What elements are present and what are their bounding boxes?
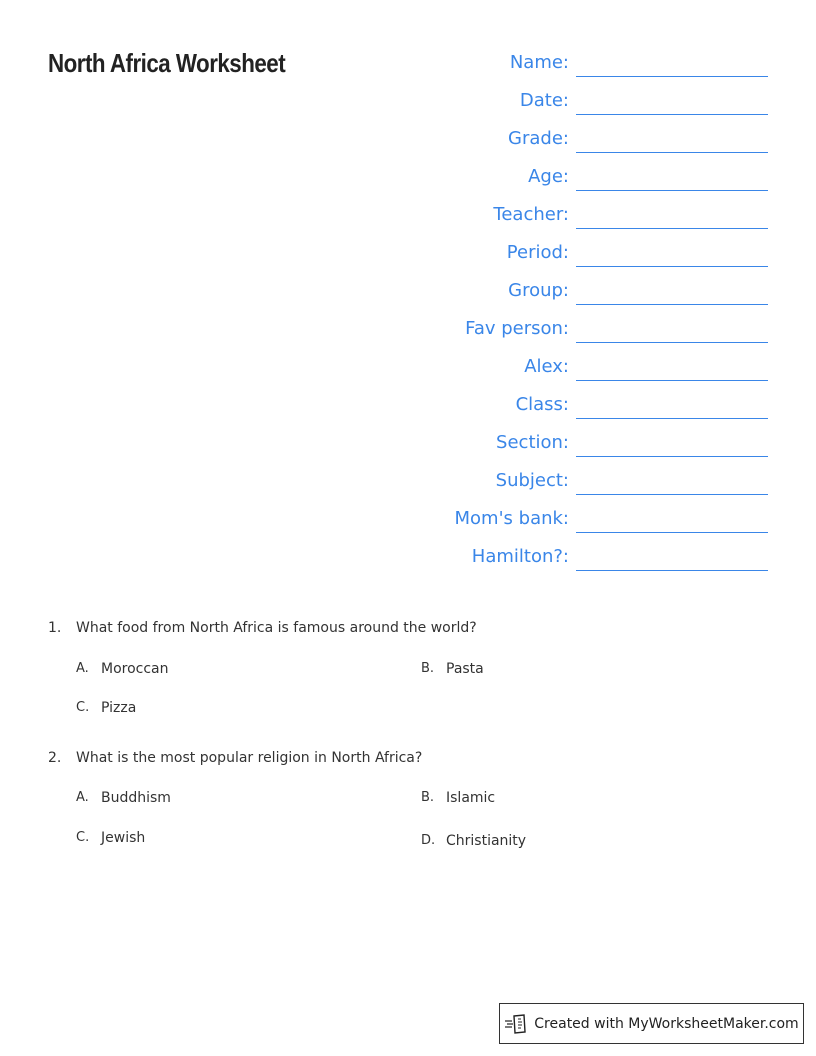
field-blank-line[interactable] xyxy=(576,570,768,571)
option-text: Pasta xyxy=(446,661,484,677)
field-label: Hamilton?: xyxy=(471,546,569,567)
field-teacher xyxy=(420,196,768,234)
field-label: Subject: xyxy=(495,470,569,491)
field-age xyxy=(420,158,768,196)
field-blank-line[interactable] xyxy=(576,152,768,153)
option-letter: C. xyxy=(76,830,90,845)
field-blank-line[interactable] xyxy=(576,342,768,343)
option-text: Pizza xyxy=(101,700,137,716)
field-blank-line[interactable] xyxy=(576,494,768,495)
field-label: Age: xyxy=(528,166,569,187)
option-letter: B. xyxy=(421,661,435,676)
field-blank-line[interactable] xyxy=(576,380,768,381)
option-letter: C. xyxy=(76,700,90,715)
field-fav-person xyxy=(420,310,768,348)
question-number: 1. xyxy=(48,620,62,636)
option-text: Buddhism xyxy=(101,790,171,806)
field-blank-line[interactable] xyxy=(576,76,768,77)
field-grade xyxy=(420,120,768,158)
option-letter: A. xyxy=(76,790,89,805)
field-period xyxy=(420,234,768,272)
field-label: Grade: xyxy=(508,128,569,149)
field-label: Group: xyxy=(508,280,569,301)
option-letter: A. xyxy=(76,661,89,676)
question-text: What is the most popular religion in North Africa? xyxy=(76,750,423,766)
worksheet-maker-logo-icon xyxy=(504,1013,528,1035)
option-text: Moroccan xyxy=(101,661,169,677)
field-blank-line[interactable] xyxy=(576,114,768,115)
field-blank-line[interactable] xyxy=(576,266,768,267)
field-date xyxy=(420,82,768,120)
field-label: Date: xyxy=(519,90,569,111)
option-letter: B. xyxy=(421,790,435,805)
field-blank-line[interactable] xyxy=(576,228,768,229)
question-number: 2. xyxy=(48,750,62,766)
option-text: Jewish xyxy=(101,830,146,846)
field-label: Class: xyxy=(515,394,569,415)
field-moms-bank xyxy=(420,500,768,538)
field-class xyxy=(420,386,768,424)
question-text: What food from North Africa is famous around the world? xyxy=(76,620,477,636)
field-label: Section: xyxy=(496,432,569,453)
option-letter: D. xyxy=(421,833,436,848)
field-label: Fav person: xyxy=(465,318,569,339)
field-blank-line[interactable] xyxy=(576,532,768,533)
field-blank-line[interactable] xyxy=(576,190,768,191)
option-text: Christianity xyxy=(446,833,527,849)
field-label: Name: xyxy=(509,52,569,73)
field-blank-line[interactable] xyxy=(576,456,768,457)
field-blank-line[interactable] xyxy=(576,304,768,305)
created-with-badge[interactable] xyxy=(499,1003,804,1044)
field-alex xyxy=(420,348,768,386)
field-label: Mom's bank: xyxy=(454,508,569,529)
field-hamilton xyxy=(420,538,768,576)
field-label: Teacher: xyxy=(493,204,569,225)
worksheet-title: North Africa Worksheet xyxy=(48,48,286,78)
field-section xyxy=(420,424,768,462)
field-name xyxy=(420,44,768,82)
field-subject xyxy=(420,462,768,500)
footer-text: Created with MyWorksheetMaker.com xyxy=(534,1015,799,1032)
option-text: Islamic xyxy=(446,790,496,806)
student-info-fields xyxy=(420,44,768,576)
field-group xyxy=(420,272,768,310)
field-label: Alex: xyxy=(524,356,569,377)
field-blank-line[interactable] xyxy=(576,418,768,419)
field-label: Period: xyxy=(506,242,569,263)
